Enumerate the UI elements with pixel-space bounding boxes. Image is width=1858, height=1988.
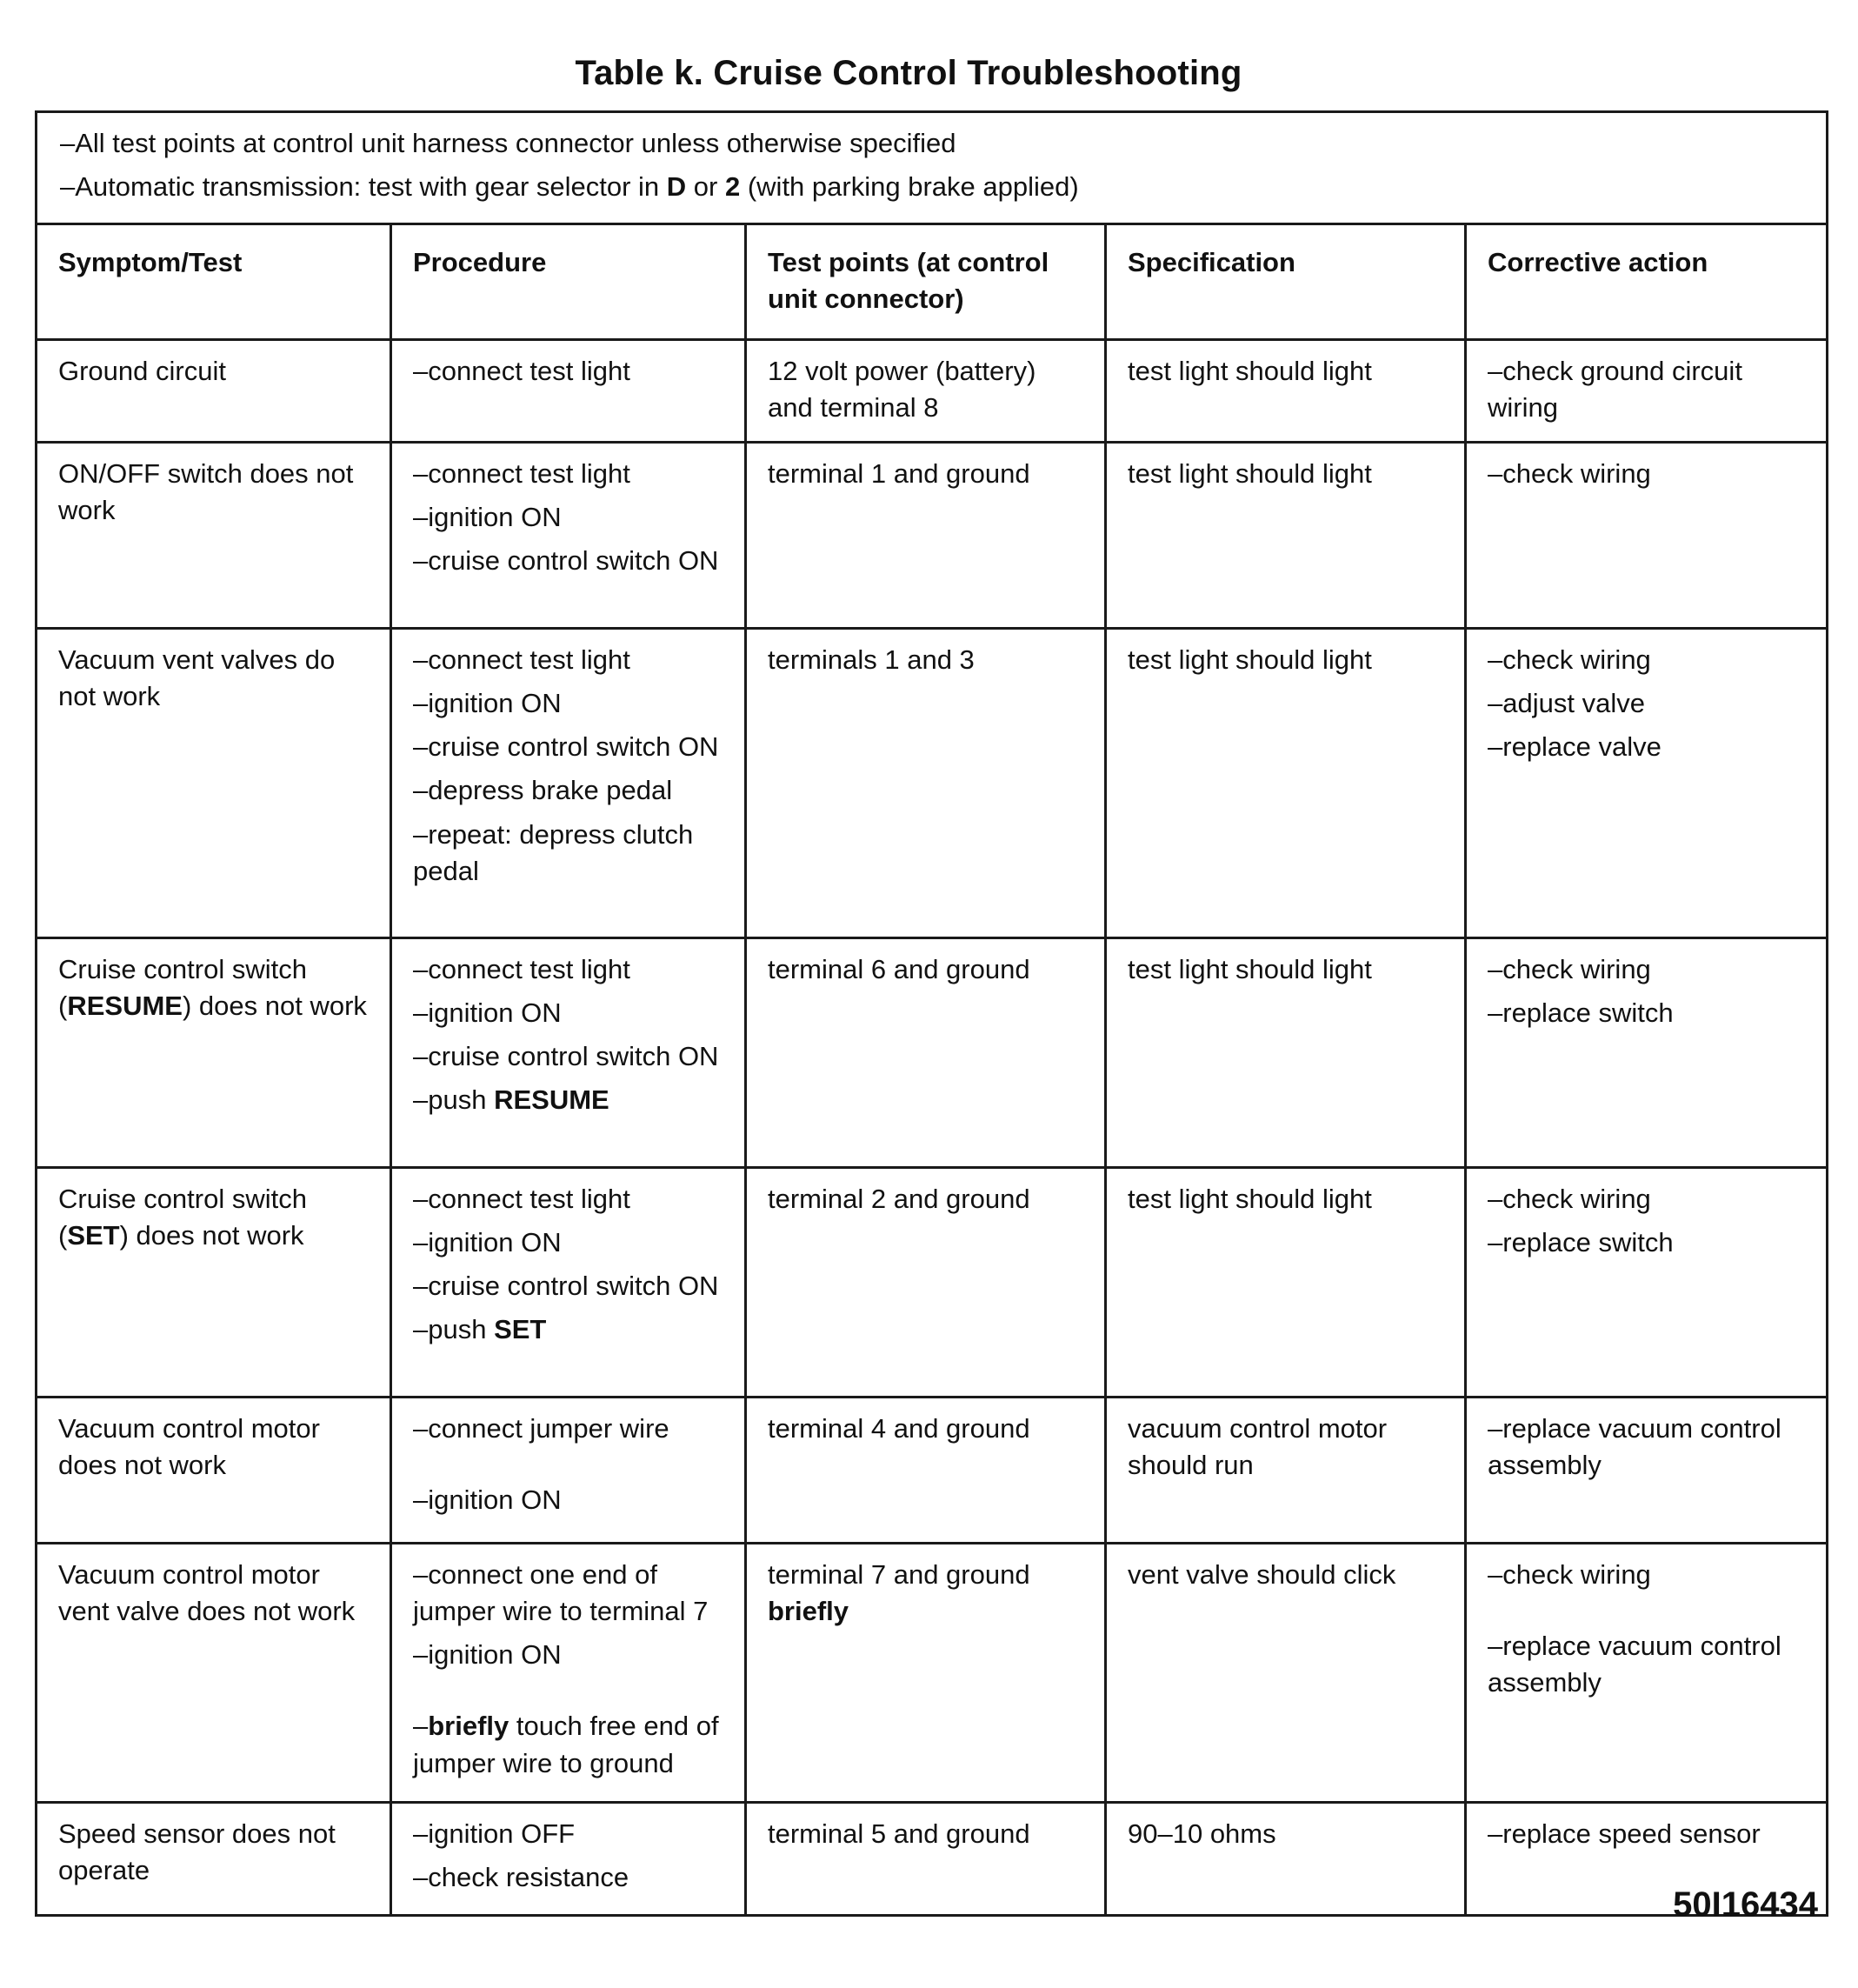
table-row — [37, 938, 1828, 1168]
action-step: –replace vacuum control assembly — [1488, 1631, 1781, 1698]
procedure-step: –cruise control switch ON — [413, 1271, 719, 1302]
test-points-cell — [746, 1544, 1106, 1803]
corrective-action-cell — [1466, 1168, 1828, 1398]
symptom-text: Cruise control switch ( — [58, 1184, 307, 1251]
action-step: –replace vacuum control assembly — [1488, 1413, 1781, 1481]
figure-id: 50I16434 — [1673, 1885, 1818, 1924]
test-points-cell: terminal 1 and ground — [746, 443, 1106, 629]
header-row — [37, 224, 1828, 340]
specification-cell: test light should light — [1106, 629, 1466, 938]
symptom-text-tail: ) does not work — [119, 1220, 304, 1251]
procedure-step: –connect test light — [413, 954, 630, 984]
test-points-text: terminal 7 and ground — [768, 1559, 1030, 1590]
procedure-step — [413, 1311, 725, 1348]
specification-cell: test light should light — [1106, 1168, 1466, 1398]
action-step: –check wiring — [1488, 458, 1651, 489]
test-points-cell: terminal 5 and ground — [746, 1803, 1106, 1916]
table-row — [37, 340, 1828, 443]
procedure-step: –ignition ON — [413, 1484, 562, 1516]
corrective-action-cell — [1466, 443, 1828, 629]
procedure-cell — [391, 629, 746, 938]
corrective-action-cell — [1466, 340, 1828, 443]
procedure-spacer — [413, 1673, 725, 1708]
test-points-cell: 12 volt power (battery) and terminal 8 — [746, 340, 1106, 443]
procedure-cell — [391, 938, 746, 1168]
procedure-cell — [391, 1803, 746, 1916]
specification-cell: test light should light — [1106, 938, 1466, 1168]
troubleshooting-table — [35, 110, 1826, 1917]
action-step: –replace switch — [1488, 1227, 1674, 1258]
note-2-tail: (with parking brake applied) — [740, 171, 1079, 203]
corrective-action-cell — [1466, 1544, 1828, 1803]
procedure-cell — [391, 1544, 746, 1803]
symptom-cell — [37, 1168, 391, 1398]
action-step: –check wiring — [1488, 644, 1651, 675]
procedure-step-text: –push — [413, 1314, 495, 1345]
specification-cell: vacuum control motor should run — [1106, 1398, 1466, 1544]
corrective-action-cell — [1466, 1398, 1828, 1544]
procedure-cell — [391, 443, 746, 629]
test-points-cell: terminals 1 and 3 — [746, 629, 1106, 938]
procedure-step: –connect test light — [413, 356, 630, 386]
header-symptom: Symptom/Test — [37, 224, 391, 340]
test-points-cell: terminal 6 and ground — [746, 938, 1106, 1168]
procedure-step: –connect test light — [413, 458, 630, 489]
specification-cell: test light should light — [1106, 340, 1466, 443]
procedure-cell — [391, 1398, 746, 1544]
note-1: –All test points at control unit harness connector unless otherwise specified — [60, 128, 956, 158]
table-title: Table k. Cruise Control Troubleshooting — [575, 54, 1242, 92]
procedure-step: –ignition ON — [413, 1227, 562, 1258]
symptom-text: Cruise control switch ( — [58, 954, 307, 1022]
notes-row — [37, 112, 1828, 224]
symptom-keyword: SET — [67, 1220, 120, 1251]
procedure-step-text: –push — [413, 1084, 495, 1116]
table-row — [37, 1803, 1828, 1916]
header-procedure: Procedure — [391, 224, 746, 340]
action-step: –check ground circuit wiring — [1488, 356, 1742, 424]
symptom-text-tail: ) does not work — [182, 991, 367, 1022]
note-2-text: –Automatic transmission: test with gear selector in — [60, 171, 667, 203]
note-2-gear-d: D — [666, 171, 687, 203]
symptom-keyword: RESUME — [67, 991, 183, 1022]
procedure-step-keyword: briefly — [428, 1711, 509, 1742]
procedure-step: –connect test light — [413, 644, 630, 675]
procedure-step: –ignition ON — [413, 997, 562, 1029]
note-2-gear-2: 2 — [724, 171, 741, 203]
specification-cell: test light should light — [1106, 443, 1466, 629]
header-specification: Specification — [1106, 224, 1466, 340]
specification-cell: vent valve should click — [1106, 1544, 1466, 1803]
test-points-cell: terminal 2 and ground — [746, 1168, 1106, 1398]
note-2-or: or — [686, 171, 725, 203]
action-spacer — [1488, 1593, 1807, 1628]
procedure-step-tail: touch free end of jumper wire to ground — [413, 1711, 719, 1778]
table-row — [37, 629, 1828, 938]
symptom-cell — [37, 938, 391, 1168]
procedure-step: –cruise control switch ON — [413, 1041, 719, 1072]
procedure-step: –ignition ON — [413, 688, 562, 719]
action-step: –replace speed sensor — [1488, 1818, 1761, 1849]
procedure-step: –connect test light — [413, 1184, 630, 1214]
procedure-step: –repeat: depress clutch pedal — [413, 818, 694, 886]
action-step: –check wiring — [1488, 1184, 1651, 1214]
notes-cell — [37, 112, 1828, 224]
procedure-step-text: – — [413, 1711, 429, 1742]
symptom-cell: Speed sensor does not operate — [37, 1803, 391, 1916]
procedure-step-keyword: RESUME — [494, 1084, 609, 1116]
procedure-cell — [391, 1168, 746, 1398]
table-row — [37, 1544, 1828, 1803]
procedure-step: –ignition ON — [413, 502, 562, 533]
table-row — [37, 443, 1828, 629]
procedure-step: –cruise control switch ON — [413, 545, 719, 577]
procedure-step: –ignition ON — [413, 1639, 562, 1671]
note-2 — [60, 169, 1803, 205]
symptom-cell: Ground circuit — [37, 340, 391, 443]
header-test-points: Test points (at control unit connector) — [746, 224, 1106, 340]
symptom-cell: Vacuum vent valves do not work — [37, 629, 391, 938]
symptom-cell: ON/OFF switch does not work — [37, 443, 391, 629]
header-corrective-action: Corrective action — [1466, 224, 1828, 340]
procedure-step: –depress brake pedal — [413, 775, 673, 806]
procedure-step: –ignition OFF — [413, 1818, 576, 1849]
procedure-step: –cruise control switch ON — [413, 731, 719, 763]
action-step: –replace valve — [1488, 731, 1662, 763]
procedure-step: –connect jumper wire — [413, 1413, 669, 1444]
corrective-action-cell — [1466, 938, 1828, 1168]
procedure-step: –check resistance — [413, 1862, 629, 1893]
symptom-cell: Vacuum control motor does not work — [37, 1398, 391, 1544]
procedure-step — [413, 1708, 725, 1781]
procedure-step: –connect one end of jumper wire to terminal 7 — [413, 1559, 709, 1627]
table-row — [37, 1398, 1828, 1544]
symptom-cell: Vacuum control motor vent valve does not work — [37, 1544, 391, 1803]
corrective-action-cell — [1466, 629, 1828, 938]
test-points-cell: terminal 4 and ground — [746, 1398, 1106, 1544]
procedure-step-keyword: SET — [494, 1314, 547, 1345]
procedure-spacer — [413, 1447, 725, 1482]
procedure-cell — [391, 340, 746, 443]
test-points-keyword: briefly — [768, 1596, 849, 1627]
specification-cell: 90–10 ohms — [1106, 1803, 1466, 1916]
action-step: –check wiring — [1488, 1559, 1651, 1590]
action-step: –replace switch — [1488, 997, 1674, 1029]
table-row — [37, 1168, 1828, 1398]
action-step: –check wiring — [1488, 954, 1651, 984]
action-step: –adjust valve — [1488, 688, 1645, 719]
procedure-step — [413, 1082, 725, 1118]
